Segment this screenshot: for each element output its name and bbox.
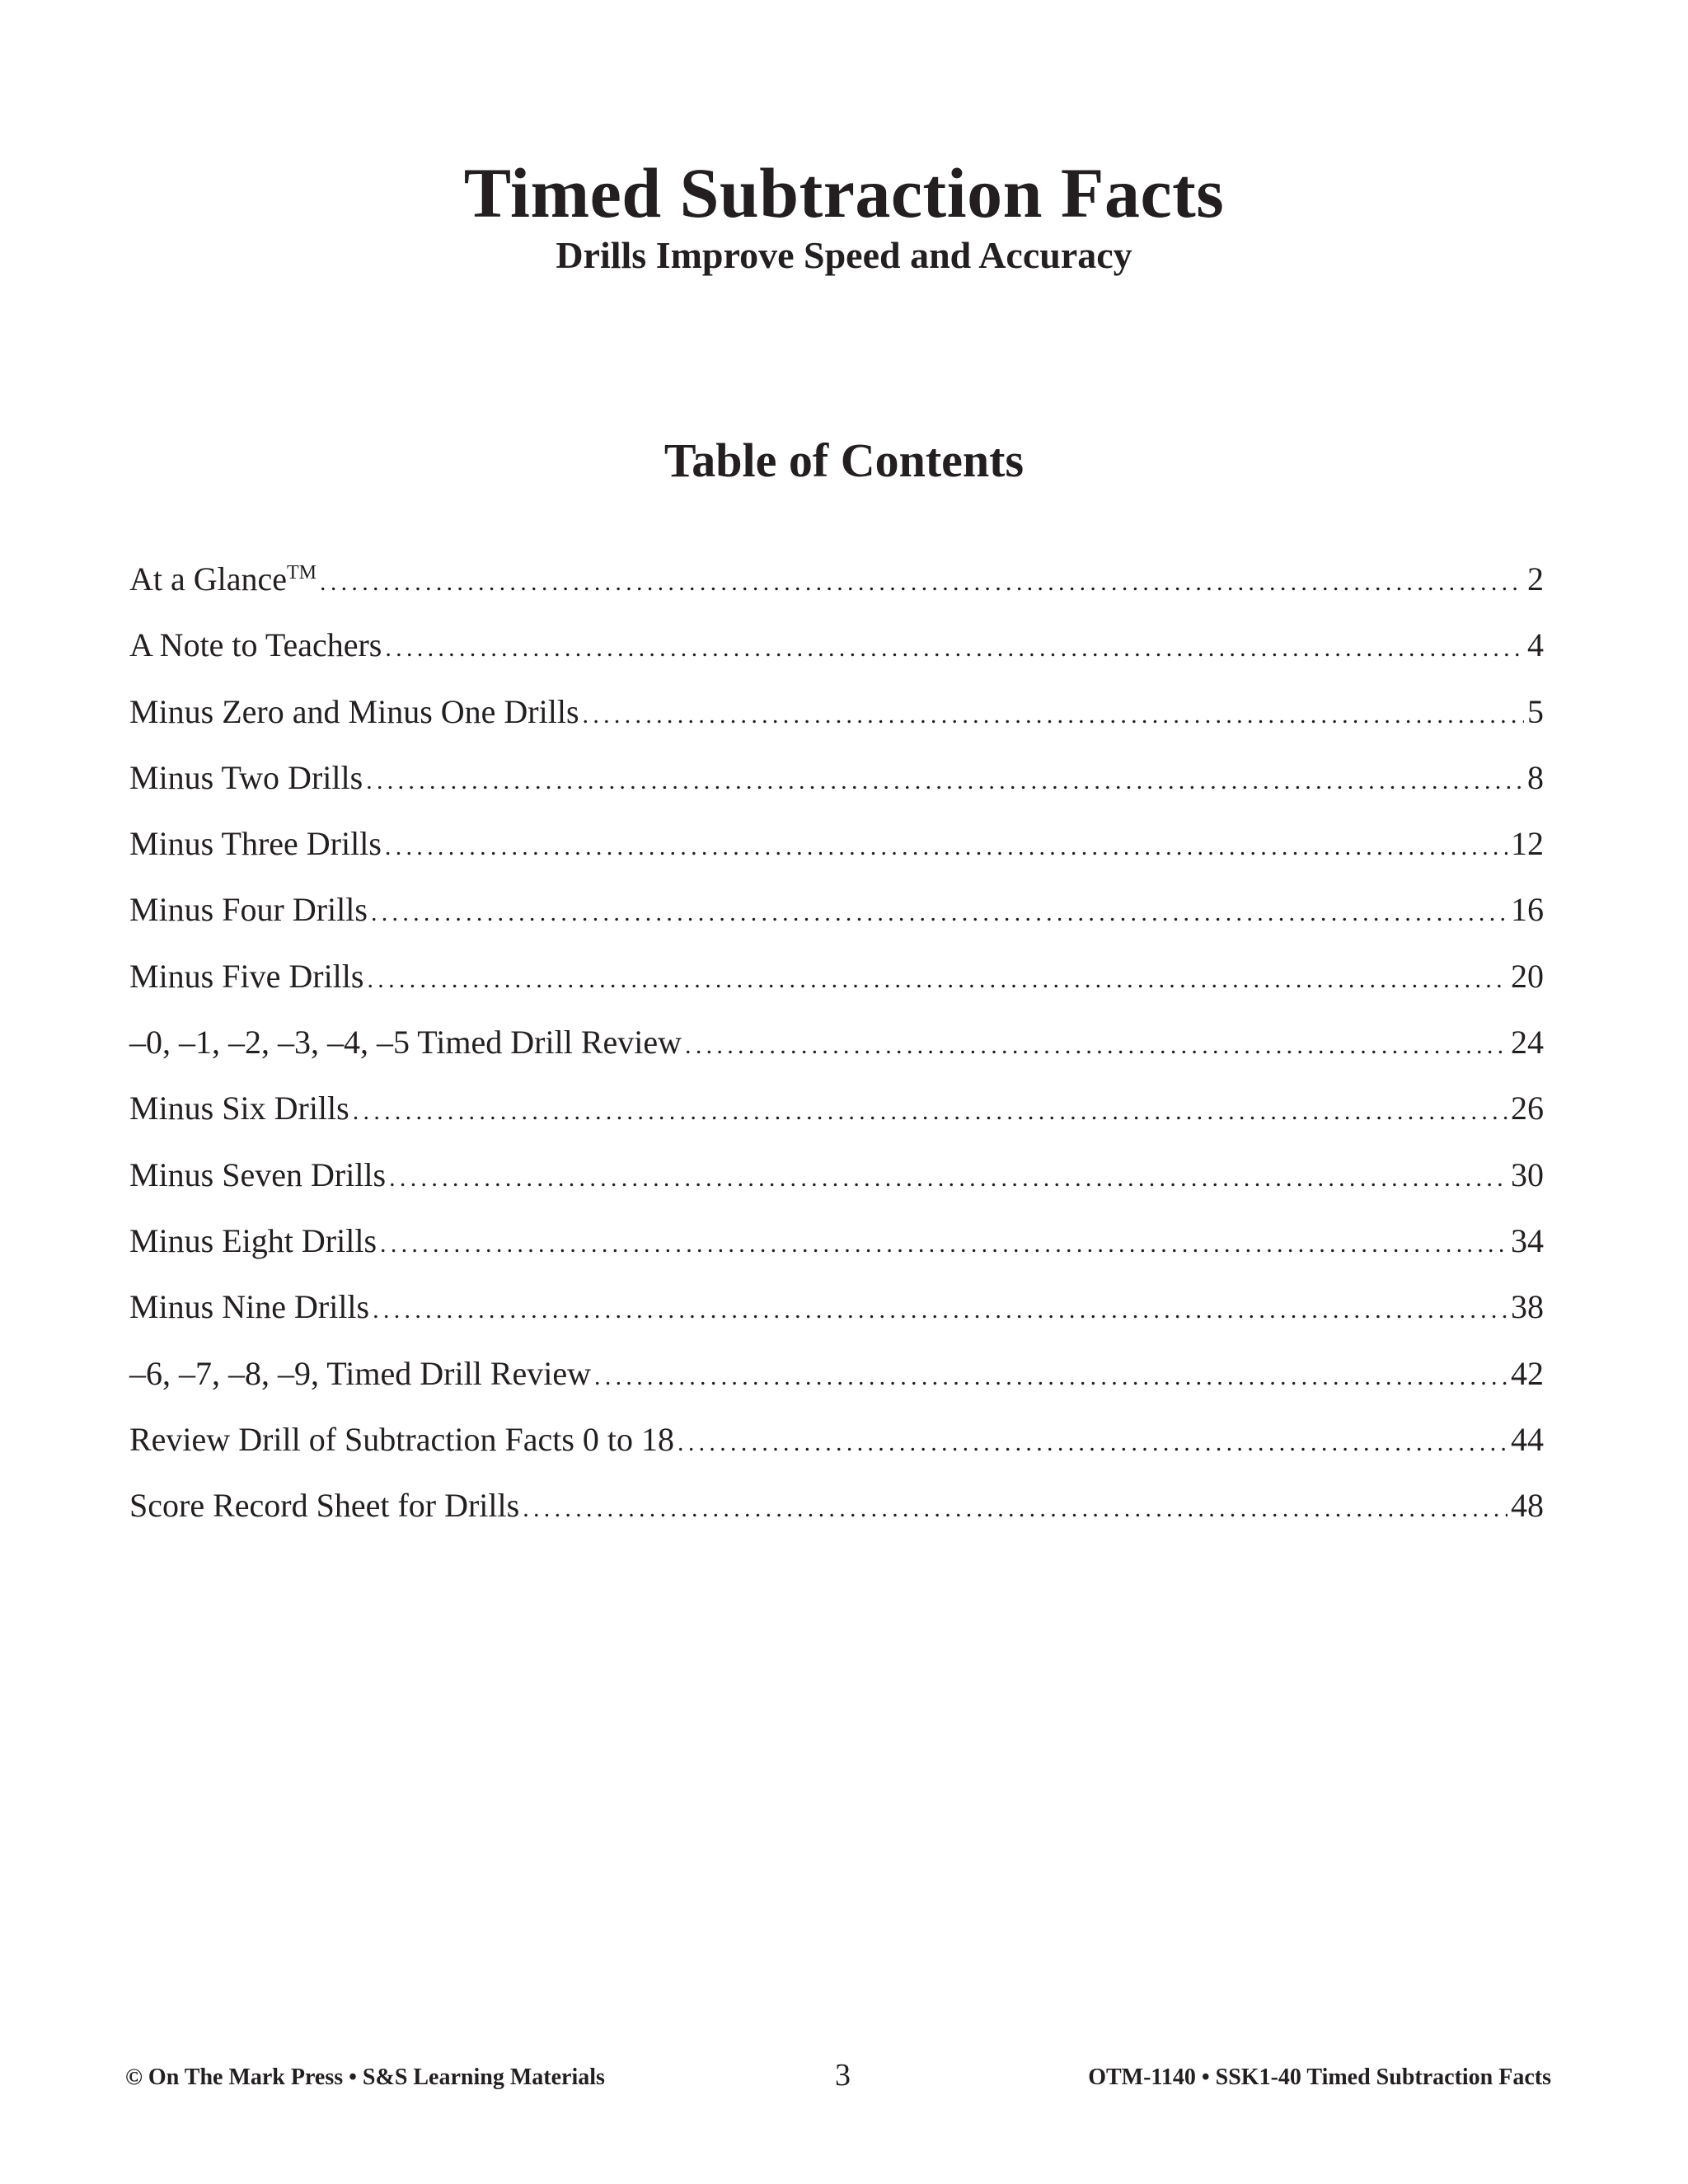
toc-entry-minus-eight[interactable]	[129, 1221, 1544, 1286]
toc-entry-page: 2	[1527, 560, 1544, 598]
toc-entry-page: 20	[1511, 957, 1544, 995]
page-footer	[125, 2057, 1551, 2098]
dot-leader	[685, 1025, 1507, 1066]
toc-entry-label: –0, –1, –2, –3, –4, –5 Timed Drill Review	[129, 1024, 682, 1062]
toc-entry-minus-seven[interactable]	[129, 1155, 1544, 1221]
dot-leader	[389, 1158, 1507, 1199]
toc-entry-page: 42	[1511, 1354, 1544, 1392]
trademark-symbol: TM	[287, 562, 317, 583]
toc-entry-review-drill-0-to-18[interactable]	[129, 1419, 1544, 1485]
toc-entry-page: 26	[1511, 1090, 1544, 1127]
toc-entry-note-to-teachers[interactable]	[129, 625, 1544, 691]
toc-entry-label: Minus Eight Drills	[129, 1221, 377, 1259]
toc-entry-page: 30	[1511, 1155, 1544, 1193]
footer-page-number: 3	[835, 2058, 851, 2093]
toc-entry-minus-four[interactable]	[129, 889, 1544, 955]
toc-entry-minus-three[interactable]	[129, 823, 1544, 889]
dot-leader	[678, 1422, 1507, 1464]
toc-entry-page: 12	[1511, 825, 1544, 863]
toc-entry-page: 34	[1511, 1221, 1544, 1259]
toc-entry-review-6-to-9[interactable]	[129, 1353, 1544, 1419]
page-title: Timed Subtraction Facts	[463, 153, 1225, 232]
dot-leader	[371, 893, 1507, 934]
dot-leader	[385, 628, 1524, 669]
toc-entry-label: At a Glance™	[129, 560, 317, 598]
table-of-contents	[129, 559, 1544, 1551]
toc-entry-label: Minus Nine Drills	[129, 1288, 370, 1326]
toc-entry-page: 38	[1511, 1288, 1544, 1326]
toc-entry-page: 16	[1511, 891, 1544, 929]
toc-entry-label: Minus Three Drills	[129, 825, 382, 863]
page-subtitle: Drills Improve Speed and Accuracy	[556, 234, 1132, 276]
dot-leader	[385, 827, 1507, 868]
toc-entry-minus-five[interactable]	[129, 956, 1544, 1022]
toc-entry-at-a-glance[interactable]	[129, 559, 1544, 625]
toc-entry-label: Score Record Sheet for Drills	[129, 1487, 520, 1525]
dot-leader	[353, 1091, 1507, 1132]
toc-entry-minus-zero-one[interactable]	[129, 691, 1544, 757]
toc-entry-label: Minus Six Drills	[129, 1090, 349, 1127]
toc-heading: Table of Contents	[663, 434, 1025, 487]
toc-entry-minus-six[interactable]	[129, 1088, 1544, 1154]
toc-entry-page: 8	[1527, 758, 1544, 796]
footer-publisher: © On The Mark Press • S&S Learning Materials	[125, 2064, 605, 2090]
toc-entry-label: A Note to Teachers	[129, 626, 382, 664]
dot-leader	[366, 761, 1524, 802]
toc-entry-page: 4	[1527, 626, 1544, 664]
toc-entry-page: 44	[1511, 1420, 1544, 1458]
dot-leader	[594, 1357, 1507, 1398]
toc-entry-page: 24	[1511, 1024, 1544, 1062]
toc-entry-label: Minus Five Drills	[129, 957, 364, 995]
toc-entry-label: Minus Seven Drills	[129, 1155, 387, 1193]
toc-entry-minus-two[interactable]	[129, 757, 1544, 823]
dot-leader	[373, 1290, 1507, 1331]
toc-entry-label: Minus Zero and Minus One Drills	[129, 692, 579, 730]
dot-leader	[523, 1488, 1507, 1530]
toc-entry-page: 5	[1527, 692, 1544, 730]
footer-product-code: OTM-1140 • SSK1-40 Timed Subtraction Facts	[1088, 2064, 1551, 2090]
toc-entry-minus-nine[interactable]	[129, 1286, 1544, 1352]
toc-entry-review-0-to-5[interactable]	[129, 1022, 1544, 1088]
toc-entry-label: Minus Four Drills	[129, 891, 368, 929]
toc-entry-label: –6, –7, –8, –9, Timed Drill Review	[129, 1354, 592, 1392]
dot-leader	[583, 695, 1524, 736]
dot-leader	[320, 562, 1524, 603]
toc-entry-score-record-sheet[interactable]	[129, 1485, 1544, 1551]
toc-entry-label: Minus Two Drills	[129, 758, 363, 796]
toc-entry-label: Review Drill of Subtraction Facts 0 to 18	[129, 1420, 675, 1458]
dot-leader	[380, 1224, 1507, 1265]
toc-entry-page: 48	[1511, 1487, 1544, 1525]
dot-leader	[367, 959, 1507, 1001]
